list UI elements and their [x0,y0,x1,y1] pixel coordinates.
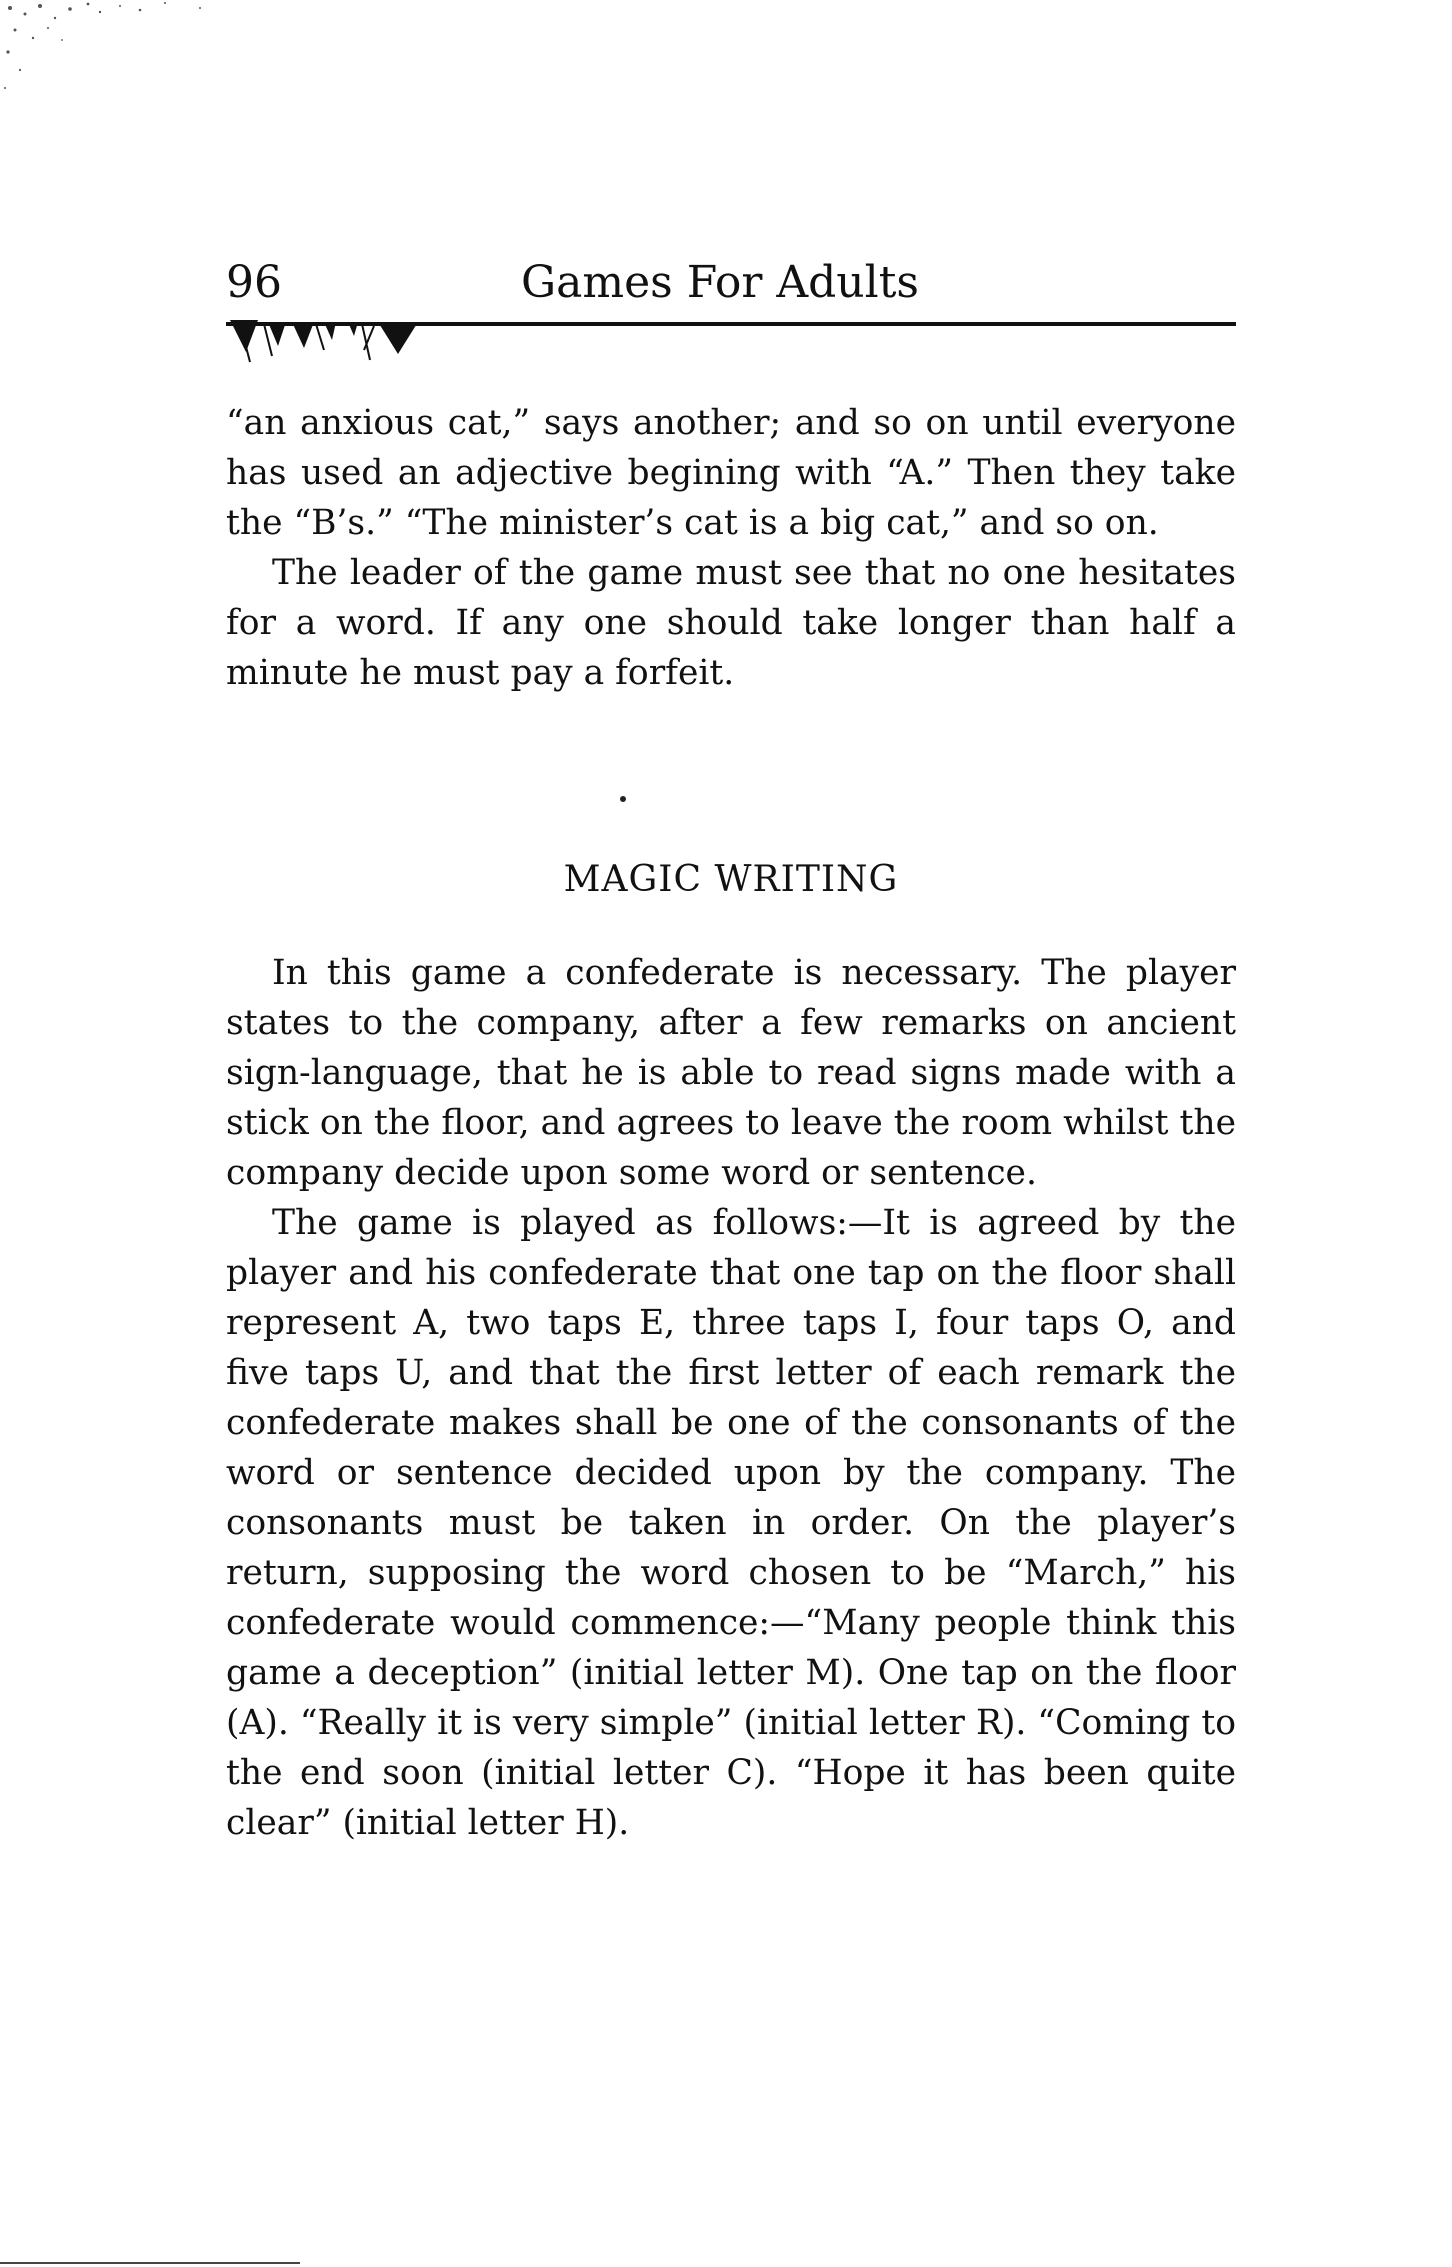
header-ornament-icon [228,320,478,380]
paragraph: “an anxious cat,” says another; and so on until everyone has used an adjective begining with “A.” Then they take the “B’s.” “The minister’s cat is a big cat,” and so on. [226,403,1236,543]
page-header [226,255,1236,315]
continued-text [226,398,1236,698]
page-edge-line [0,2262,300,2264]
separator-dot [620,796,626,802]
running-title: Games For Adults [521,257,919,308]
page-number: 96 [226,257,282,308]
paragraph: The game is played as follows:—It is agreed by the player and his confederate that one tap on the floor shall represent A, two taps E, three taps I, four taps O, and five taps U, and that the first letter of each remark the confederate makes shall be one of the consonants of the word or sentence decided upon by the company. The consonants must be taken in order. On the player’s return, supposing the word chosen to be “March,” his confederate would commence:—“Many people think this game a deception” (initial letter M). One tap on the floor (A). “Really it is very simple” (initial letter R). “Coming to the end soon (initial letter C). “Hope it has been quite clear” (initial letter H). [226,1203,1236,1843]
paragraph: In this game a confederate is necessary. The player states to the company, after a few remarks on ancient sign-language, that he is able to read signs made with a stick on the floor, and agrees to leave the room whilst the company decide upon some word or sentence. [226,953,1236,1193]
section-body [226,948,1236,1848]
paper-speckle-decoration [0,0,260,110]
section-heading: MAGIC WRITING [563,859,899,900]
paragraph: The leader of the game must see that no one hesitates for a word. If any one should take longer than half a minute he must pay a forfeit. [226,553,1236,693]
